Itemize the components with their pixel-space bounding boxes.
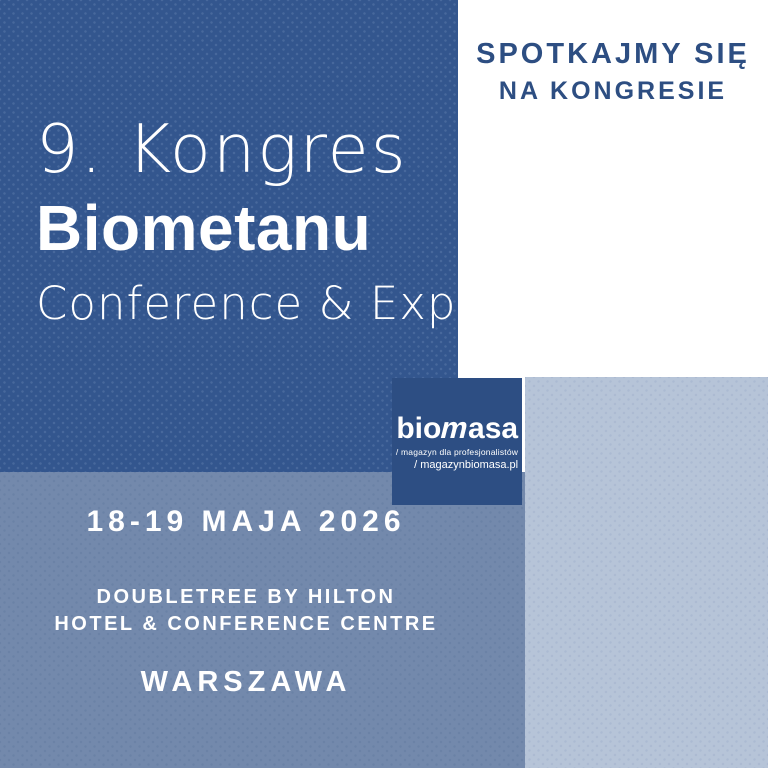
event-date: 18-19 MAJA 2026 xyxy=(86,505,406,538)
event-venue-line1: DOUBLETREE BY HILTON xyxy=(96,586,396,608)
biomasa-wordmark xyxy=(396,414,518,444)
biomasa-url: / magazynbiomasa.pl xyxy=(414,459,519,471)
event-title-subtitle: Conference & Expo xyxy=(36,277,486,330)
biomasa-wordmark-m: m xyxy=(437,412,473,445)
event-title-name: Biometanu xyxy=(36,192,372,264)
event-venue-line2: HOTEL & CONFERENCE CENTRE xyxy=(54,613,438,635)
event-title xyxy=(36,110,486,330)
meet-us-text xyxy=(458,36,768,108)
biomasa-wordmark-asa: asa xyxy=(468,412,519,445)
meet-us-line1: SPOTKAJMY SIĘ xyxy=(476,38,750,70)
event-title-edition: 9. Kongres xyxy=(36,110,408,188)
biomasa-logo xyxy=(396,414,518,471)
biomasa-tagline: / magazyn dla profesjonalistów xyxy=(395,447,519,457)
event-details xyxy=(0,472,492,700)
biomasa-wordmark-bio: bio xyxy=(396,412,442,445)
decorative-side-panel xyxy=(525,377,768,768)
event-city: WARSZAWA xyxy=(140,666,352,698)
meet-us-line2: NA KONGRESIE xyxy=(498,77,728,106)
